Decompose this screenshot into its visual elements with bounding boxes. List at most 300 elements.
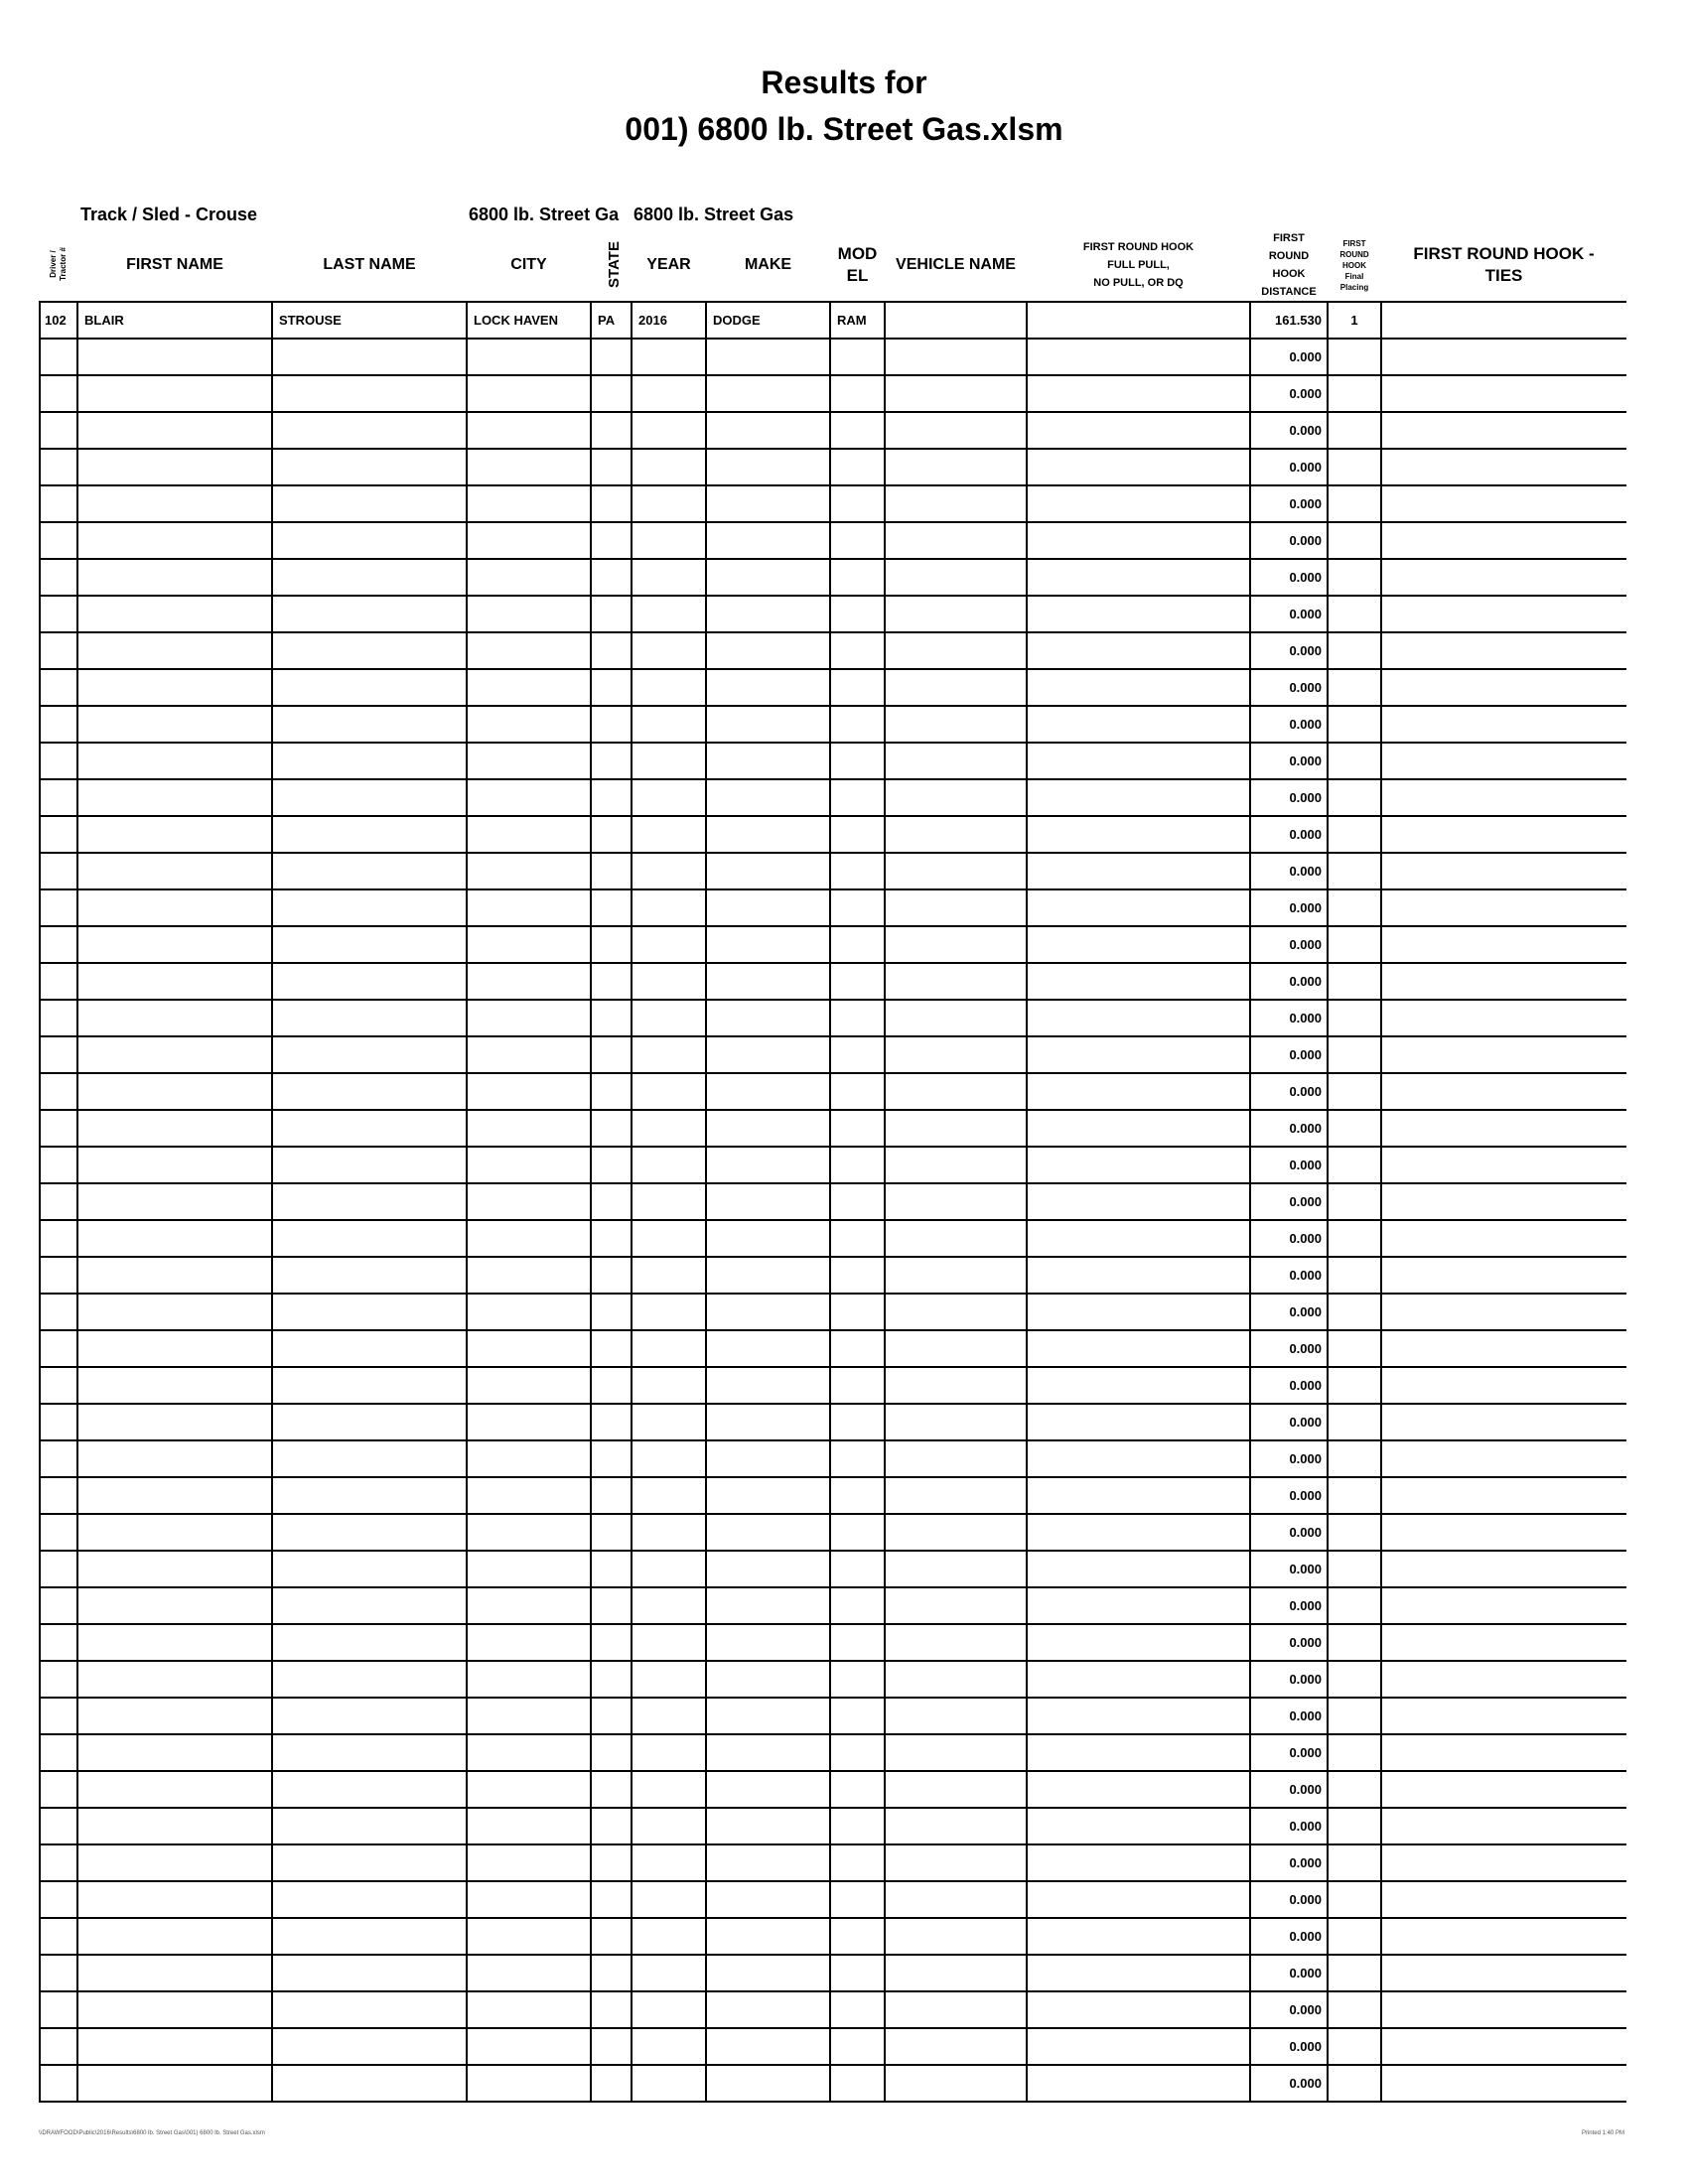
cell-vehicle bbox=[885, 412, 1027, 449]
cell-city bbox=[467, 449, 591, 485]
cell-year bbox=[632, 743, 706, 779]
cell-placing bbox=[1328, 706, 1381, 743]
cell-year bbox=[632, 889, 706, 926]
cell-num bbox=[40, 1000, 77, 1036]
cell-year bbox=[632, 1734, 706, 1771]
cell-pull bbox=[1027, 339, 1250, 375]
cell-ties bbox=[1381, 1551, 1626, 1587]
cell-last bbox=[272, 559, 467, 596]
cell-year bbox=[632, 1918, 706, 1955]
cell-distance: 0.000 bbox=[1250, 412, 1328, 449]
cell-pull bbox=[1027, 743, 1250, 779]
cell-placing bbox=[1328, 1367, 1381, 1404]
cell-first bbox=[77, 1110, 272, 1147]
cell-year bbox=[632, 559, 706, 596]
cell-num bbox=[40, 1036, 77, 1073]
cell-state bbox=[591, 2028, 632, 2065]
cell-city bbox=[467, 1881, 591, 1918]
cell-state bbox=[591, 1147, 632, 1183]
cell-last bbox=[272, 1955, 467, 1991]
cell-model bbox=[830, 1587, 885, 1624]
cell-vehicle bbox=[885, 706, 1027, 743]
cell-pull bbox=[1027, 375, 1250, 412]
table-row bbox=[40, 522, 1626, 559]
table-row bbox=[40, 889, 1626, 926]
cell-city bbox=[467, 1257, 591, 1294]
cell-city bbox=[467, 1587, 591, 1624]
cell-num bbox=[40, 596, 77, 632]
cell-last bbox=[272, 1881, 467, 1918]
cell-make bbox=[706, 1036, 830, 1073]
cell-last bbox=[272, 1624, 467, 1661]
cell-ties bbox=[1381, 1661, 1626, 1698]
cell-last bbox=[272, 1771, 467, 1808]
cell-placing bbox=[1328, 339, 1381, 375]
cell-ties bbox=[1381, 1330, 1626, 1367]
col-full-pull: FIRST ROUND HOOK FULL PULL, NO PULL, OR DQ bbox=[1027, 229, 1250, 302]
col-vehicle-name: VEHICLE NAME bbox=[885, 229, 1027, 302]
cell-state bbox=[591, 632, 632, 669]
cell-num bbox=[40, 1991, 77, 2028]
cell-first bbox=[77, 1000, 272, 1036]
cell-first bbox=[77, 1440, 272, 1477]
cell-city bbox=[467, 412, 591, 449]
cell-make bbox=[706, 1734, 830, 1771]
cell-make bbox=[706, 1771, 830, 1808]
cell-pull bbox=[1027, 1808, 1250, 1844]
cell-make bbox=[706, 1330, 830, 1367]
cell-city bbox=[467, 1073, 591, 1110]
cell-num bbox=[40, 1073, 77, 1110]
table-row bbox=[40, 1698, 1626, 1734]
cell-pull bbox=[1027, 1771, 1250, 1808]
cell-distance: 0.000 bbox=[1250, 1036, 1328, 1073]
cell-first bbox=[77, 1955, 272, 1991]
cell-first bbox=[77, 779, 272, 816]
cell-model bbox=[830, 2065, 885, 2102]
cell-state bbox=[591, 853, 632, 889]
cell-placing bbox=[1328, 1955, 1381, 1991]
cell-model bbox=[830, 1881, 885, 1918]
cell-vehicle bbox=[885, 1440, 1027, 1477]
cell-vehicle bbox=[885, 1551, 1027, 1587]
cell-num bbox=[40, 1404, 77, 1440]
cell-state bbox=[591, 779, 632, 816]
cell-num bbox=[40, 1808, 77, 1844]
cell-pull bbox=[1027, 1257, 1250, 1294]
cell-num bbox=[40, 632, 77, 669]
cell-make bbox=[706, 1918, 830, 1955]
cell-vehicle bbox=[885, 963, 1027, 1000]
cell-vehicle bbox=[885, 1073, 1027, 1110]
table-row bbox=[40, 1955, 1626, 1991]
cell-placing bbox=[1328, 1073, 1381, 1110]
cell-make bbox=[706, 1000, 830, 1036]
cell-pull bbox=[1027, 449, 1250, 485]
cell-pull bbox=[1027, 1881, 1250, 1918]
cell-first bbox=[77, 1661, 272, 1698]
cell-make bbox=[706, 1257, 830, 1294]
cell-model bbox=[830, 1330, 885, 1367]
cell-vehicle bbox=[885, 1367, 1027, 1404]
cell-make bbox=[706, 522, 830, 559]
table-row bbox=[40, 706, 1626, 743]
cell-pull bbox=[1027, 1844, 1250, 1881]
cell-ties bbox=[1381, 1000, 1626, 1036]
cell-distance: 0.000 bbox=[1250, 1220, 1328, 1257]
cell-distance: 0.000 bbox=[1250, 449, 1328, 485]
cell-first bbox=[77, 926, 272, 963]
cell-first bbox=[77, 522, 272, 559]
cell-state bbox=[591, 1000, 632, 1036]
cell-city bbox=[467, 1844, 591, 1881]
cell-num bbox=[40, 412, 77, 449]
cell-vehicle bbox=[885, 522, 1027, 559]
cell-distance: 0.000 bbox=[1250, 743, 1328, 779]
cell-ties bbox=[1381, 853, 1626, 889]
cell-first bbox=[77, 412, 272, 449]
cell-first bbox=[77, 1257, 272, 1294]
cell-ties bbox=[1381, 485, 1626, 522]
cell-ties bbox=[1381, 816, 1626, 853]
cell-ties bbox=[1381, 1918, 1626, 1955]
cell-last bbox=[272, 1257, 467, 1294]
cell-num bbox=[40, 853, 77, 889]
cell-pull bbox=[1027, 1514, 1250, 1551]
cell-ties bbox=[1381, 779, 1626, 816]
cell-city bbox=[467, 339, 591, 375]
cell-pull bbox=[1027, 1404, 1250, 1440]
cell-last bbox=[272, 1698, 467, 1734]
cell-year bbox=[632, 2065, 706, 2102]
cell-state bbox=[591, 1587, 632, 1624]
cell-model bbox=[830, 816, 885, 853]
cell-distance: 0.000 bbox=[1250, 779, 1328, 816]
cell-pull bbox=[1027, 1294, 1250, 1330]
cell-placing bbox=[1328, 1771, 1381, 1808]
cell-model bbox=[830, 596, 885, 632]
cell-num bbox=[40, 1881, 77, 1918]
cell-pull bbox=[1027, 485, 1250, 522]
cell-pull bbox=[1027, 706, 1250, 743]
cell-pull bbox=[1027, 302, 1250, 339]
class-label-a: 6800 lb. Street Ga bbox=[469, 205, 620, 224]
cell-ties bbox=[1381, 1220, 1626, 1257]
cell-num bbox=[40, 743, 77, 779]
cell-last bbox=[272, 375, 467, 412]
cell-last bbox=[272, 596, 467, 632]
cell-ties bbox=[1381, 669, 1626, 706]
cell-vehicle bbox=[885, 1514, 1027, 1551]
col-driver-tractor: Driver / Tractor # bbox=[40, 229, 77, 302]
cell-last bbox=[272, 743, 467, 779]
cell-year bbox=[632, 963, 706, 1000]
table-row bbox=[40, 853, 1626, 889]
cell-num bbox=[40, 1698, 77, 1734]
cell-model bbox=[830, 1771, 885, 1808]
cell-model bbox=[830, 1551, 885, 1587]
cell-ties bbox=[1381, 963, 1626, 1000]
cell-distance: 0.000 bbox=[1250, 669, 1328, 706]
cell-placing: 1 bbox=[1328, 302, 1381, 339]
cell-last bbox=[272, 485, 467, 522]
cell-year bbox=[632, 1808, 706, 1844]
cell-model bbox=[830, 1624, 885, 1661]
cell-make bbox=[706, 2065, 830, 2102]
table-row bbox=[40, 1404, 1626, 1440]
cell-placing bbox=[1328, 1551, 1381, 1587]
cell-city bbox=[467, 1514, 591, 1551]
table-row bbox=[40, 1514, 1626, 1551]
cell-last bbox=[272, 632, 467, 669]
cell-num bbox=[40, 779, 77, 816]
cell-model bbox=[830, 1000, 885, 1036]
cell-distance: 0.000 bbox=[1250, 632, 1328, 669]
cell-year bbox=[632, 853, 706, 889]
cell-ties bbox=[1381, 1844, 1626, 1881]
cell-first bbox=[77, 816, 272, 853]
table-row bbox=[40, 963, 1626, 1000]
cell-year bbox=[632, 1551, 706, 1587]
cell-vehicle bbox=[885, 1844, 1027, 1881]
cell-state bbox=[591, 1734, 632, 1771]
cell-placing bbox=[1328, 449, 1381, 485]
cell-make bbox=[706, 1551, 830, 1587]
cell-pull bbox=[1027, 1000, 1250, 1036]
table-row bbox=[40, 1036, 1626, 1073]
cell-distance: 0.000 bbox=[1250, 1367, 1328, 1404]
cell-ties bbox=[1381, 1587, 1626, 1624]
cell-year bbox=[632, 1257, 706, 1294]
cell-num bbox=[40, 1587, 77, 1624]
cell-make bbox=[706, 853, 830, 889]
cell-ties bbox=[1381, 1036, 1626, 1073]
cell-num bbox=[40, 1551, 77, 1587]
cell-ties bbox=[1381, 1955, 1626, 1991]
table-row bbox=[40, 816, 1626, 853]
cell-city: LOCK HAVEN bbox=[467, 302, 591, 339]
cell-model bbox=[830, 853, 885, 889]
cell-first bbox=[77, 1330, 272, 1367]
cell-make bbox=[706, 339, 830, 375]
cell-state bbox=[591, 889, 632, 926]
cell-placing bbox=[1328, 1808, 1381, 1844]
cell-model bbox=[830, 1036, 885, 1073]
cell-distance: 0.000 bbox=[1250, 1698, 1328, 1734]
cell-first bbox=[77, 706, 272, 743]
cell-num bbox=[40, 1624, 77, 1661]
cell-model bbox=[830, 449, 885, 485]
cell-model bbox=[830, 1220, 885, 1257]
cell-ties bbox=[1381, 1257, 1626, 1294]
cell-placing bbox=[1328, 743, 1381, 779]
cell-city bbox=[467, 926, 591, 963]
cell-first bbox=[77, 1073, 272, 1110]
cell-last bbox=[272, 2028, 467, 2065]
cell-city bbox=[467, 1955, 591, 1991]
cell-model bbox=[830, 1734, 885, 1771]
cell-vehicle bbox=[885, 375, 1027, 412]
cell-year bbox=[632, 1881, 706, 1918]
cell-state bbox=[591, 1955, 632, 1991]
cell-placing bbox=[1328, 1844, 1381, 1881]
cell-ties bbox=[1381, 632, 1626, 669]
cell-last bbox=[272, 1073, 467, 1110]
cell-distance: 0.000 bbox=[1250, 1771, 1328, 1808]
cell-placing bbox=[1328, 1624, 1381, 1661]
cell-make bbox=[706, 889, 830, 926]
cell-make bbox=[706, 1147, 830, 1183]
cell-last bbox=[272, 1000, 467, 1036]
cell-ties bbox=[1381, 1183, 1626, 1220]
cell-num bbox=[40, 1147, 77, 1183]
cell-vehicle bbox=[885, 559, 1027, 596]
cell-state bbox=[591, 706, 632, 743]
table-row bbox=[40, 1808, 1626, 1844]
cell-vehicle bbox=[885, 1220, 1027, 1257]
cell-make bbox=[706, 2028, 830, 2065]
cell-vehicle bbox=[885, 669, 1027, 706]
cell-last bbox=[272, 963, 467, 1000]
cell-state bbox=[591, 1183, 632, 1220]
cell-last bbox=[272, 1844, 467, 1881]
table-row bbox=[40, 1440, 1626, 1477]
col-last-name: LAST NAME bbox=[272, 229, 467, 302]
cell-year bbox=[632, 1771, 706, 1808]
cell-city bbox=[467, 669, 591, 706]
cell-first bbox=[77, 339, 272, 375]
cell-first bbox=[77, 1514, 272, 1551]
col-state: STATE bbox=[591, 229, 632, 302]
cell-last bbox=[272, 339, 467, 375]
cell-year bbox=[632, 779, 706, 816]
table-row bbox=[40, 339, 1626, 375]
cell-make: DODGE bbox=[706, 302, 830, 339]
cell-model bbox=[830, 1257, 885, 1294]
cell-vehicle bbox=[885, 1624, 1027, 1661]
cell-last bbox=[272, 449, 467, 485]
cell-city bbox=[467, 1404, 591, 1440]
cell-year bbox=[632, 1000, 706, 1036]
cell-last bbox=[272, 1183, 467, 1220]
cell-ties bbox=[1381, 1147, 1626, 1183]
cell-num: 102 bbox=[40, 302, 77, 339]
cell-placing bbox=[1328, 2065, 1381, 2102]
cell-pull bbox=[1027, 779, 1250, 816]
cell-model bbox=[830, 1110, 885, 1147]
cell-ties bbox=[1381, 596, 1626, 632]
cell-placing bbox=[1328, 1220, 1381, 1257]
cell-city bbox=[467, 1330, 591, 1367]
table-row bbox=[40, 1551, 1626, 1587]
cell-num bbox=[40, 1918, 77, 1955]
cell-year bbox=[632, 2028, 706, 2065]
cell-year: 2016 bbox=[632, 302, 706, 339]
table-row bbox=[40, 375, 1626, 412]
cell-make bbox=[706, 412, 830, 449]
cell-model bbox=[830, 779, 885, 816]
table-row bbox=[40, 2065, 1626, 2102]
table-row bbox=[40, 743, 1626, 779]
table-row bbox=[40, 1147, 1626, 1183]
cell-year bbox=[632, 485, 706, 522]
cell-vehicle bbox=[885, 485, 1027, 522]
cell-vehicle bbox=[885, 1698, 1027, 1734]
table-row bbox=[40, 1257, 1626, 1294]
cell-last bbox=[272, 2065, 467, 2102]
cell-pull bbox=[1027, 1624, 1250, 1661]
cell-vehicle bbox=[885, 1918, 1027, 1955]
cell-placing bbox=[1328, 1477, 1381, 1514]
cell-pull bbox=[1027, 963, 1250, 1000]
cell-vehicle bbox=[885, 1257, 1027, 1294]
cell-num bbox=[40, 1294, 77, 1330]
cell-vehicle bbox=[885, 1036, 1027, 1073]
cell-num bbox=[40, 669, 77, 706]
cell-num bbox=[40, 339, 77, 375]
cell-model bbox=[830, 926, 885, 963]
cell-ties bbox=[1381, 1991, 1626, 2028]
cell-year bbox=[632, 1587, 706, 1624]
cell-placing bbox=[1328, 963, 1381, 1000]
cell-first bbox=[77, 1183, 272, 1220]
cell-last bbox=[272, 522, 467, 559]
cell-last bbox=[272, 779, 467, 816]
cell-ties bbox=[1381, 522, 1626, 559]
cell-ties bbox=[1381, 1881, 1626, 1918]
cell-num bbox=[40, 522, 77, 559]
cell-state bbox=[591, 1330, 632, 1367]
cell-city bbox=[467, 1220, 591, 1257]
cell-last bbox=[272, 1147, 467, 1183]
table-row bbox=[40, 1330, 1626, 1367]
cell-placing bbox=[1328, 375, 1381, 412]
cell-placing bbox=[1328, 1587, 1381, 1624]
cell-make bbox=[706, 1624, 830, 1661]
cell-placing bbox=[1328, 485, 1381, 522]
cell-placing bbox=[1328, 1000, 1381, 1036]
cell-num bbox=[40, 1771, 77, 1808]
cell-model: RAM bbox=[830, 302, 885, 339]
cell-state bbox=[591, 522, 632, 559]
cell-num bbox=[40, 1734, 77, 1771]
cell-pull bbox=[1027, 1955, 1250, 1991]
table-row bbox=[40, 632, 1626, 669]
cell-ties bbox=[1381, 1698, 1626, 1734]
cell-last bbox=[272, 1440, 467, 1477]
cell-state bbox=[591, 1624, 632, 1661]
cell-distance: 0.000 bbox=[1250, 1000, 1328, 1036]
cell-ties bbox=[1381, 926, 1626, 963]
cell-city bbox=[467, 559, 591, 596]
cell-first bbox=[77, 853, 272, 889]
cell-num bbox=[40, 706, 77, 743]
cell-first bbox=[77, 743, 272, 779]
cell-ties bbox=[1381, 1294, 1626, 1330]
cell-model bbox=[830, 1404, 885, 1440]
cell-make bbox=[706, 1294, 830, 1330]
cell-make bbox=[706, 779, 830, 816]
cell-vehicle bbox=[885, 449, 1027, 485]
cell-state bbox=[591, 1220, 632, 1257]
cell-vehicle bbox=[885, 1000, 1027, 1036]
cell-city bbox=[467, 963, 591, 1000]
col-make: MAKE bbox=[706, 229, 830, 302]
cell-year bbox=[632, 1844, 706, 1881]
cell-last bbox=[272, 853, 467, 889]
cell-ties bbox=[1381, 1477, 1626, 1514]
table-row bbox=[40, 302, 1626, 339]
